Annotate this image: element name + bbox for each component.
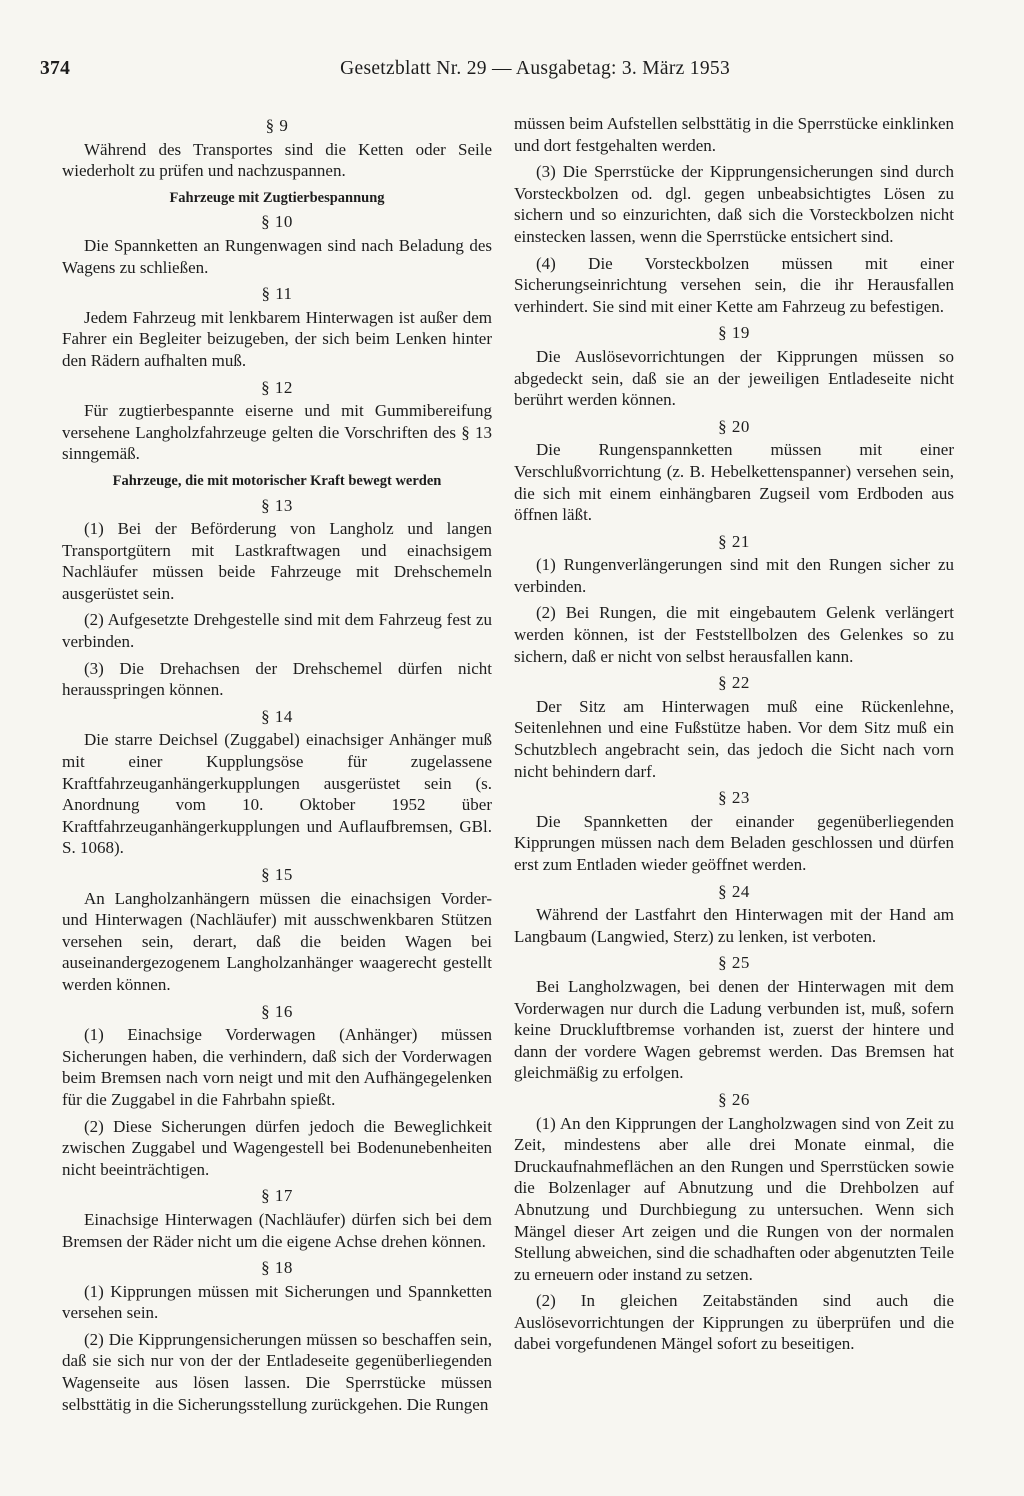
paragraph-text: Für zugtierbespannte eiserne und mit Gummibereifung versehene Langholzfahrzeuge gelten die Vorschriften des § 13 sinngemäß. [62,401,492,464]
paragraph-text: (1) An den Kipprungen der Langholzwagen sind von Zeit zu Zeit, mindestens aber alle drei Monate einmal, die Druckaufnahmeflächen an den Rungen und Sperrstücken sowie die Bolzenlager auf Abnutzung und die Drehbolzen auf Abnutzung und Durchbiegung zu untersuchen. Wenn sich Mängel dieser Art zeigen und die Rungen von der normalen Stellung abweichen, sind die schadhaften oder abgenutzten Teile zu erneuern oder instand zu setzen. [514,1113,954,1284]
paragraph-number: § 12 [261,377,293,397]
paragraph-text: Während der Lastfahrt den Hinterwagen mit der Hand am Langbaum (Langwied, Sterz) zu lenken, ist verboten. [514,905,954,946]
paragraph-number: § 14 [261,706,293,726]
paragraph-number: § 11 [261,284,293,304]
paragraph-text: Die Spannketten der einander gegenüberliegenden Kipprungen müssen nach dem Beladen geschlossen und dürfen erst zum Entladen wieder geöffnet werden. [514,811,954,874]
paragraph-number: § 23 [718,788,750,808]
paragraph-text: An Langholzanhängern müssen die einachsigen Vorder- und Hinterwagen (Nachläufer) mit ausschwenkbaren Stützen versehen sein, derart, daß die beiden Wagen bei auseinandergezogenem Langholzanhänger waagerecht gestellt werden können. [62,888,492,994]
paragraph-number: § 26 [718,1089,750,1109]
paragraph-text: (1) Rungenverlängerungen sind mit den Rungen sicher zu verbinden. [514,555,954,596]
paragraph-number: § 10 [261,212,293,232]
paragraph-number: § 15 [261,865,293,884]
paragraph-text: Bei Langholzwagen, bei denen der Hinterwagen mit dem Vorderwagen nur durch die Ladung verbunden ist, muß, sofern keine Druckluftbremse vorhanden ist, zuerst der hintere und dann der vordere Wagen gebremst werden. Das Bremsen hat gleichmäßig zu erfolgen. [514,976,954,1083]
paragraph-text: Der Sitz am Hinterwagen muß eine Rückenlehne, Seitenlehnen und eine Fußstütze haben. Vor dem Sitz muß ein Schutzblech angebracht sein, das jedoch die Sicht nach vorn nicht behindern darf. [514,696,954,781]
paragraph-number: § 17 [261,1186,293,1206]
paragraph-text: (1) Einachsige Vorderwagen (Anhänger) müssen Sicherungen haben, die verhindern, daß sich der Vorderwagen beim Bremsen nach vorn neigt und mit den Aufhängegelenken für die Zuggabel in die Fahrbahn spießt. [62,1025,492,1109]
paragraph-text: (4) Die Vorsteckbolzen müssen mit einer Sicherungseinrichtung versehen sein, die ihr Herausfallen verhindert. Sie sind mit einer Kette am Fahrzeug zu befestigen. [514,253,954,316]
paragraph-text: Einachsige Hinterwagen (Nachläufer) dürfen sich bei dem Bremsen der Räder nicht um die eigene Achse drehen können. [62,1209,492,1251]
paragraph-text: Die Auslösevorrichtungen der Kipprungen müssen so abgedeckt sein, daß sie an der jeweiligen Entladeseite nicht berührt werden können. [514,346,954,410]
section-heading: Fahrzeuge, die mit motorischer Kraft bewegt werden [112,472,442,489]
paragraph-text: (2) In gleichen Zeitabständen sind auch die Auslösevorrichtungen der Kipprungen zu überprüfen und die dabei vorgefundenen Mängel sofort zu beseitigen. [514,1291,954,1354]
paragraph-text: (1) Kipprungen müssen mit Sicherungen und Spannketten versehen sein. [62,1281,492,1323]
paragraph-number: § 25 [718,953,750,973]
paragraph-number: § 24 [718,881,750,901]
paragraph-text: (2) Aufgesetzte Drehgestelle sind mit dem Fahrzeug fest zu verbinden. [62,610,492,652]
page-header [40,58,730,86]
paragraph-number: § 13 [261,495,293,515]
right-column [514,113,954,1360]
paragraph-number: § 16 [261,1001,293,1021]
page-number: 374 [40,58,71,79]
paragraph-text: (2) Bei Rungen, die mit eingebautem Gelenk verlängert werden können, ist der Feststellbolzen des Gelenkes so zu sichern, daß er nicht von selbst herausfallen kann. [514,603,954,666]
paragraph-number: § 18 [261,1258,293,1278]
paragraph-number: § 22 [718,673,750,693]
paragraph-number: § 21 [718,531,750,551]
left-column [62,113,492,1420]
continued-paragraph: müssen beim Aufstellen selbsttätig in die Sperrstücke einklinken und dort festgehalten werden. [514,114,954,155]
running-head: Gesetzblatt Nr. 29 — Ausgabetag: 3. März 1953 [340,58,730,79]
paragraph-text: Die starre Deichsel (Zuggabel) einachsiger Anhänger muß mit einer Kupplungsöse für zugelassene Kraftfahrzeuganhängerkupplungen ausgerüstet sein (s. Anordnung vom 10. Oktober 1952 über Kraftfahrzeuganhängerkupplungen und Auflaufbremsen, GBl. S. 1068). [62,730,492,858]
paragraph-text: Während des Transportes sind die Ketten oder Seile wiederholt zu prüfen und nachzuspannen. [62,139,492,181]
paragraph-text: (1) Bei der Beförderung von Langholz und langen Transportgütern mit Lastkraftwagen und einachsigem Nachläufer müssen beide Fahrzeuge mit Drehschemeln ausgerüstet sein. [62,519,492,603]
paragraph-text: Jedem Fahrzeug mit lenkbarem Hinterwagen ist außer dem Fahrer ein Begleiter beizugeben, der sich beim Lenken hinter den Rädern aufhalten muß. [62,307,492,370]
paragraph-text: Die Spannketten an Rungenwagen sind nach Beladung des Wagens zu schließen. [62,235,492,277]
paragraph-text: (3) Die Drehachsen der Drehschemel dürfen nicht herausspringen können. [62,658,492,700]
paragraph-text: (3) Die Sperrstücke der Kipprungensicherungen sind durch Vorsteckbolzen od. dgl. gegen unbeabsichtigtes Lösen zu sichern und so einzurichten, daß sich die Vorsteckbolzen nicht einstecken lassen, wenn die Sperrstücke entsichert sind. [514,162,954,246]
paragraph-number: § 9 [265,116,289,135]
paragraph-text: (2) Die Kipprungensicherungen müssen so beschaffen sein, daß sie sich nur von der der Entladeseite gegenüberliegenden Wagenseite aus lösen lassen. Die Sperrstücke müssen selbsttätig in die Sicherungsstellung zurückgehen. Die Rungen [62,1329,492,1414]
section-heading: Fahrzeuge mit Zugtierbespannung [169,189,385,206]
paragraph-text: Die Rungenspannketten müssen mit einer Verschlußvorrichtung (z. B. Hebelkettenspanner) versehen sein, die sich mit einem einhängbaren Zugseil vom Erdboden aus öffnen läßt. [514,440,954,525]
paragraph-text: (2) Diese Sicherungen dürfen jedoch die Beweglichkeit zwischen Zuggabel und Wagengestell bei Bodenunebenheiten nicht beeinträchtigen. [62,1116,492,1179]
paragraph-number: § 19 [718,323,750,343]
paragraph-number: § 20 [718,416,750,436]
